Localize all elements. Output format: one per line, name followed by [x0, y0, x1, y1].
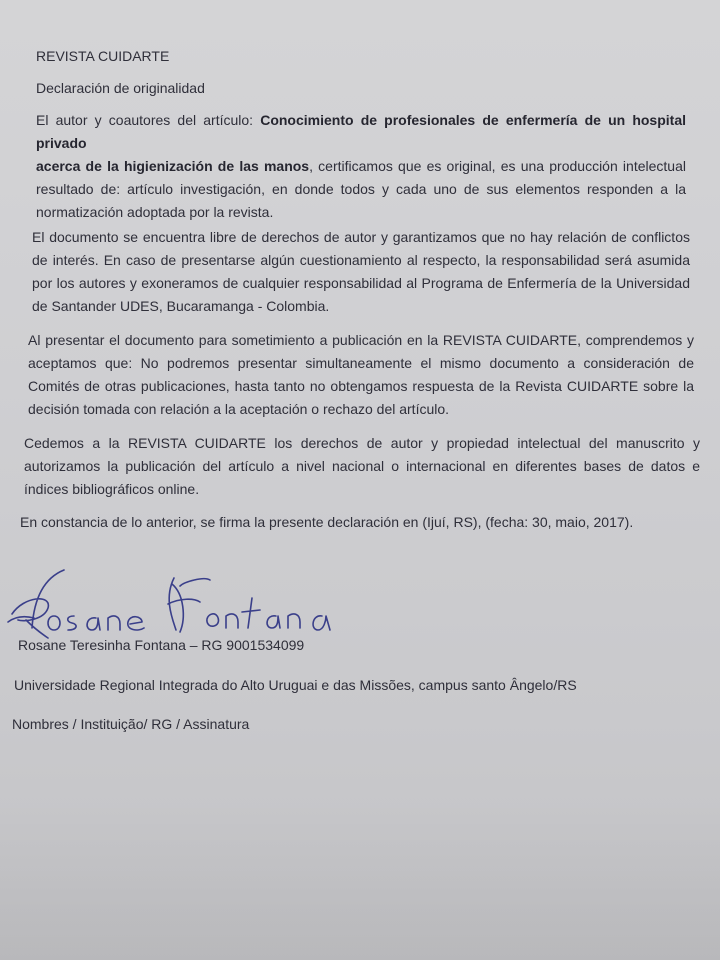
paragraph-line: decisión tomada con relación a la aceptación o rechazo del artículo.: [28, 401, 450, 417]
paragraph-line: normatización adoptada por la revista.: [36, 204, 274, 220]
paper-shadow: [0, 800, 720, 960]
journal-name: REVISTA CUIDARTE: [36, 48, 170, 64]
paragraph-line: [36, 109, 686, 155]
paragraph-line: resultado de: artículo investigación, en donde todos y cada uno de sus elementos responden a la: [36, 181, 686, 197]
text-run: , certificamos que es original, es una producción intelectual: [309, 158, 686, 174]
text-run: El autor y coautores del artículo:: [36, 112, 261, 128]
handwritten-signature: [4, 568, 344, 648]
signing-statement: En constancia de lo anterior, se firma la presente declaración en (Ijuí, RS), (fecha: 30, maio, 2017).: [20, 514, 634, 530]
signature-legend: Nombres / Instituição/ RG / Assinatura: [12, 716, 250, 732]
paragraph-authorship: [36, 109, 686, 224]
paragraph-submission: [28, 329, 694, 421]
paragraph-line: aceptamos que: No podremos presentar simultaneamente el mismo documento a consideración de: [28, 355, 694, 371]
paragraph-line: de interés. En caso de presentarse algún cuestionamiento al respecto, la responsabilidad será asumida: [32, 252, 690, 268]
paragraph-line: de Santander UDES, Bucaramanga - Colombia.: [32, 298, 330, 314]
paragraph-line: Comités de otras publicaciones, hasta tanto no obtengamos respuesta de la Revista CUIDARTE sobre la: [28, 378, 694, 394]
paragraph-line: El documento se encuentra libre de derechos de autor y garantizamos que no hay relación de conflictos: [32, 229, 690, 245]
signer-name-rg: Rosane Teresinha Fontana – RG 9001534099: [18, 637, 305, 653]
paragraph-copyright: [32, 226, 690, 318]
paragraph-rights-transfer: [24, 432, 700, 501]
signer-institution: Universidade Regional Integrada do Alto Uruguai e das Missões, campus santo Ângelo/RS: [14, 677, 577, 693]
article-title-part2: acerca de la higienización de las manos: [36, 158, 310, 174]
paragraph-line: por los autores y exoneramos de cualquier responsabilidad al Programa de Enfermería de la Universidad: [32, 275, 690, 291]
document-title: Declaración de originalidad: [36, 80, 205, 96]
paragraph-line: Al presentar el documento para sometimiento a publicación en la REVISTA CUIDARTE, comprendemos y: [28, 332, 694, 348]
paragraph-line: Cedemos a la REVISTA CUIDARTE los derechos de autor y propiedad intelectual del manuscrito y: [24, 435, 700, 451]
paragraph-line: índices bibliográficos online.: [24, 481, 200, 497]
paragraph-line: autorizamos la publicación del artículo a nivel nacional o internacional en diferentes bases de datos e: [24, 458, 700, 474]
paragraph-line: [36, 155, 686, 178]
article-title-part1: Conocimiento de profesionales de enfermería de un hospital privado: [36, 112, 686, 151]
